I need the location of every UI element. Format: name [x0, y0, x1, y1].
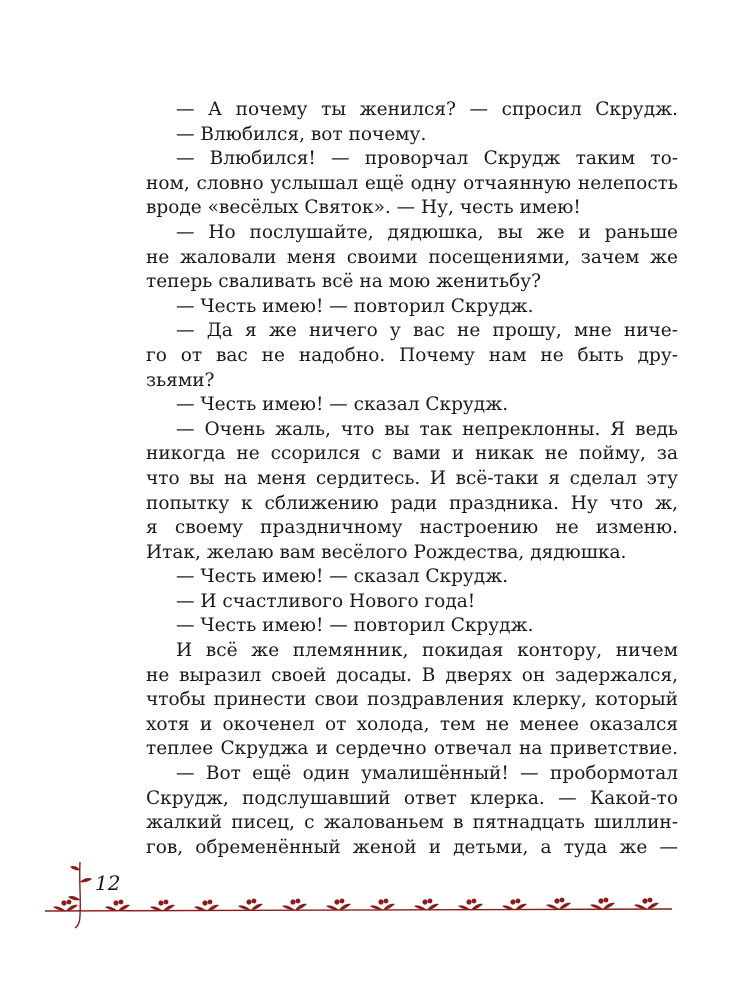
- text-line: И всё же племянник, покидая контору, ничем: [176, 640, 678, 662]
- text-line: Итак, желаю вам весёлого Рождества, дядюшка.: [146, 541, 627, 563]
- text-line: не жаловали меня своими посещениями, зачем же: [146, 246, 678, 268]
- text-line: — А почему ты женился? — спросил Скрудж.: [176, 99, 678, 120]
- text-line: гов, обременённый женой и детьми, а туда же —: [146, 836, 678, 858]
- text-line: — Честь имею! — повторил Скрудж.: [176, 295, 534, 317]
- text-line: что вы на меня сердитесь. И всё-таки я сделал эту: [146, 467, 678, 489]
- text-line: — Честь имею! — сказал Скрудж.: [176, 566, 509, 588]
- text-line: — И счастливого Нового года!: [176, 590, 476, 612]
- text-line: не выразил своей досады. В дверях он задержался,: [146, 664, 678, 686]
- text-line: — Честь имею! — повторил Скрудж.: [176, 615, 534, 637]
- text-line: вроде «весёлых Святок». — Ну, честь имею!: [146, 197, 581, 219]
- text-line: хотя и окоченел от холода, тем не менее оказался: [146, 713, 678, 735]
- text-line: — Очень жаль, что вы так непреклонны. Я ведь: [176, 418, 678, 440]
- text-line: зьями?: [146, 369, 215, 391]
- text-line: чтобы принести свои поздравления клерку, который: [146, 689, 678, 711]
- body-text: [146, 98, 678, 860]
- text-line: ном, словно услышал ещё одну отчаянную нелепость: [146, 172, 678, 194]
- text-line: — Да я же ничего у вас не прошу, мне ниче-: [176, 320, 678, 342]
- text-line: — Честь имею! — сказал Скрудж.: [176, 394, 509, 416]
- text-line: го от вас не надобно. Почему нам не быть дру-: [146, 344, 678, 366]
- text-line: — Влюбился! — проворчал Скрудж таким то-: [176, 148, 678, 170]
- text-line: — Вот ещё один умалишённый! — пробормотал: [176, 763, 678, 785]
- text-line: жалкий писец, с жалованьем в пятнадцать шиллин-: [146, 812, 678, 834]
- text-line: теперь сваливать всё на мою женитьбу?: [146, 271, 542, 293]
- page-number: 12: [95, 871, 121, 895]
- text-line: теплее Скруджа и сердечно отвечал на приветствие.: [146, 738, 678, 760]
- text-line: Скрудж, подслушавший ответ клерка. — Какой-то: [146, 787, 678, 809]
- text-line: — Влюбился, вот почему.: [176, 123, 427, 145]
- text-line: я своему праздничному настроению не изменю.: [146, 517, 678, 539]
- text-line: никогда не ссорился с вами и никак не пойму, за: [146, 443, 678, 465]
- text-line: — Но послушайте, дядюшка, вы же и раньше: [176, 221, 678, 243]
- text-line: попытку к сближению ради праздника. Ну что ж,: [146, 492, 678, 514]
